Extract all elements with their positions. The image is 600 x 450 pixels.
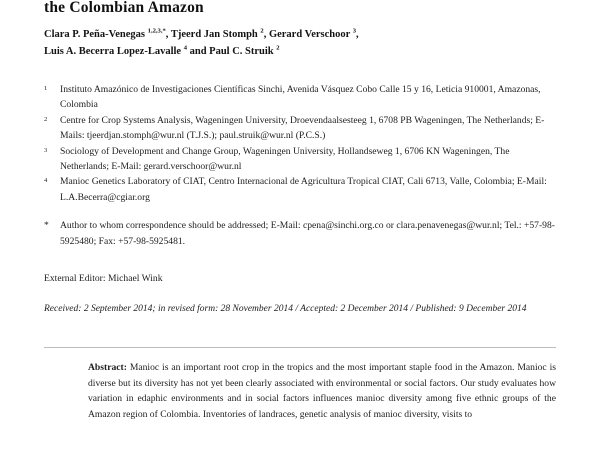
author-separator-4: and Paul C. Struik [187,45,277,57]
author-affiliation-marker-1: 1,2,3,* [147,27,166,35]
corresponding-author-note [44,218,556,249]
author-separator-1: , Tjeerd Jan Stomph [165,29,261,40]
affiliation-marker: 3 [44,146,48,154]
abstract-section [88,360,556,422]
section-divider [44,347,556,348]
affiliation-list [44,82,556,249]
author-name-4: Luis A. Becerra Lopez-Lavalle [44,45,184,57]
author-affiliation-marker-3: 3 [352,27,357,35]
abstract-label: Abstract: [88,362,127,373]
affiliation-item [44,82,556,113]
author-name-1: Clara P. Peña-Venegas [44,29,148,40]
affiliation-marker: 1 [44,85,48,92]
corresponding-author-text: Author to whom correspondence should be addressed; E-Mail: cpena@sinchi.org.co or clara.penavenegas@wur.nl; Tel.: +57-98-5925480; Fax: +57-98-5925481. [60,220,555,247]
author-separator-2: , Gerard Verschoor [263,29,353,40]
affiliation-item [44,174,556,205]
author-list [44,27,556,60]
corresponding-author-marker: * [44,220,49,232]
page-title: the Colombian Amazon [44,0,204,16]
affiliation-item [44,144,556,175]
author-affiliation-marker-2: 2 [260,27,264,35]
affiliation-text: Sociology of Development and Change Group, Wageningen University, Hollandseweg 1, 6706 KN Wageningen, The Netherlands; E-Mail: gerard.verschoor@wur.nl [60,145,510,173]
author-affiliation-marker-4: 4 [183,44,187,51]
abstract-body: Manioc is an important root crop in the tropics and the most important staple food in the Amazon. Manioc is diverse but its diversity has not yet been clearly associated with environmental or social factors. Our study evaluates how variation in edaphic environments and in social factors influences manioc diversity among five ethnic groups of the Amazon region of Colombia. Inventories of landraces, genetic analysis of manioc diversity, visits to [88,362,556,420]
affiliation-text: Manioc Genetics Laboratory of CIAT, Centro Internacional de Agricultura Tropical CIAT, Cali 6713, Valle, Colombia; E-Mail: L.A.Becerra@cgiar.org [60,176,547,203]
affiliation-text: Centre for Crop Systems Analysis, Wageningen University, Droevendaalsesteeg 1, 6708 PB Wageningen, The Netherlands; E-Mails: tjeerdjan.stomph@wur.nl (T.J.S.); paul.struik@wur.nl (P.C.S.) [60,114,545,142]
external-editor: External Editor: Michael Wink [44,273,163,284]
author-affiliation-marker-5: 2 [276,44,280,51]
author-separator-3: , [356,29,359,40]
affiliation-marker: 4 [44,177,48,185]
publication-dates: Received: 2 September 2014; in revised form: 28 November 2014 / Accepted: 2 December 2014 / Published: 9 December 2014 [44,304,527,314]
affiliation-text: Instituto Amazónico de Investigaciones Científicas Sinchi, Avenida Vásquez Cobo Calle 15 y 16, Leticia 910001, Amazonas, Colombia [60,84,541,111]
affiliation-item [44,113,556,144]
affiliation-marker: 2 [44,115,48,123]
